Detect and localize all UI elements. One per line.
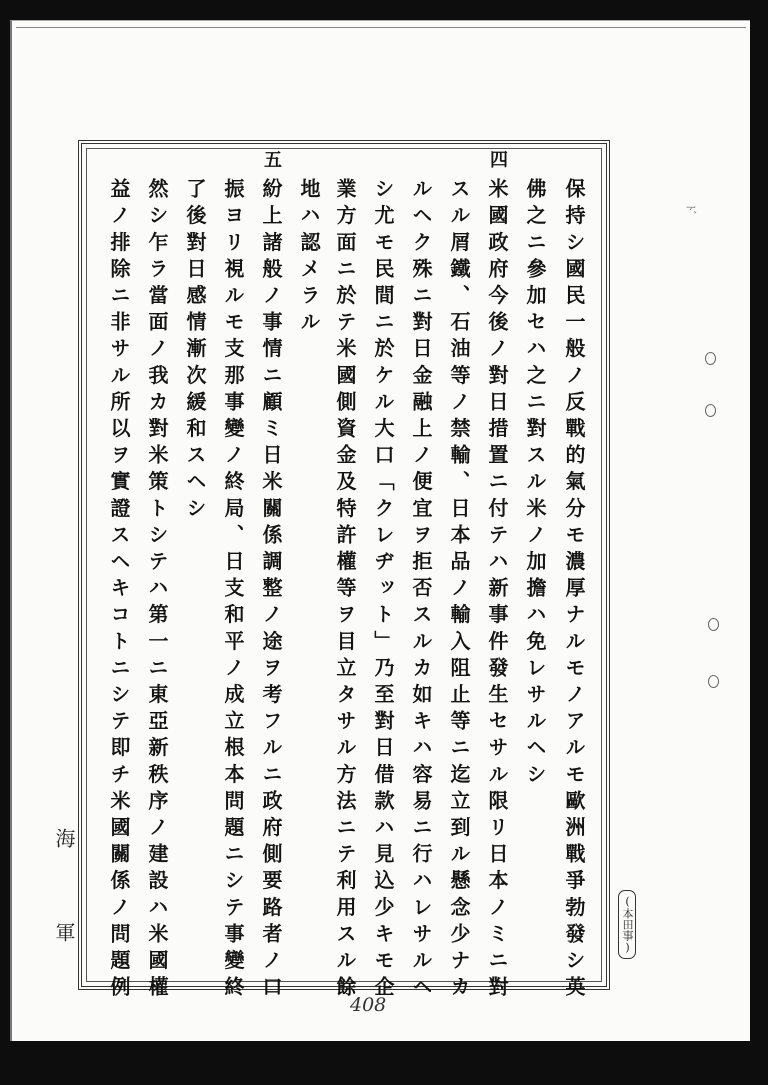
- text-column-5: ルヘク殊ニ對日金融上ノ便宜ヲ拒否スルカ如キハ容易ニ行ハレサルヘ: [409, 178, 433, 1003]
- text-column-1: 保持シ國民一般ノ反戰的氣分モ濃厚ナルモノアルモ歐洲戰爭勃發シ英: [562, 178, 586, 1003]
- text-column-12: 然シ乍ラ當面ノ我カ對米策トシテハ第一ニ東亞新秩序ノ建設ハ米國權: [145, 178, 169, 1003]
- text-column-10: 振ヨリ視ルモ支那事變ノ終局、日支和平ノ成立根本問題ニシテ事變終: [221, 178, 245, 1003]
- section-number-four: 四: [487, 150, 508, 168]
- sheet-edge-line: [16, 27, 746, 28]
- punch-hole-4: [708, 675, 719, 688]
- text-column-4: スル屑鐵、石油等ノ禁輸、日本品ノ輸入阻止等ニ迄立到ル懸念少ナカ: [447, 178, 471, 1003]
- text-column-2: 佛之ニ參加セハ之ニ對スル米ノ加擔ハ免レサルヘシ: [523, 178, 547, 790]
- text-column-8: 地ハ認メラル: [297, 178, 321, 338]
- section-number-five: 五: [261, 150, 282, 168]
- punch-hole-1: [705, 352, 716, 365]
- punch-hole-2: [705, 404, 716, 417]
- punch-hole-3: [708, 618, 719, 631]
- text-column-3: 米國政府今後ノ對日措置ニ付テハ新事件發生セサル限リ日本ノミニ對: [485, 178, 509, 1003]
- text-column-6: シ尤モ民間ニ於ケル大口「クレヂット」乃至對日借款ハ見込少キモ企: [371, 178, 395, 1003]
- margin-stamp: 海軍: [52, 828, 76, 1016]
- text-column-7: 業方面ニ於テ米國側資金及特許權等ヲ目立タサル方法ニテ利用スル餘: [333, 178, 357, 1003]
- margin-mark: ﾄﾞ: [684, 205, 697, 216]
- text-column-11: 了後對日感情漸次緩和スヘシ: [183, 178, 207, 524]
- text-column-13: 益ノ排除ニ非サル所以ヲ實證スヘキコトニシテ即チ米國關係ノ問題例: [107, 178, 131, 1003]
- text-column-9: 紛上諸般ノ事情ニ顧ミ日米關係調整ノ途ヲ考フルニ政府側要路者ノ口: [259, 178, 283, 1003]
- page-number: 408: [350, 994, 387, 1016]
- side-note: (本田事): [618, 890, 636, 959]
